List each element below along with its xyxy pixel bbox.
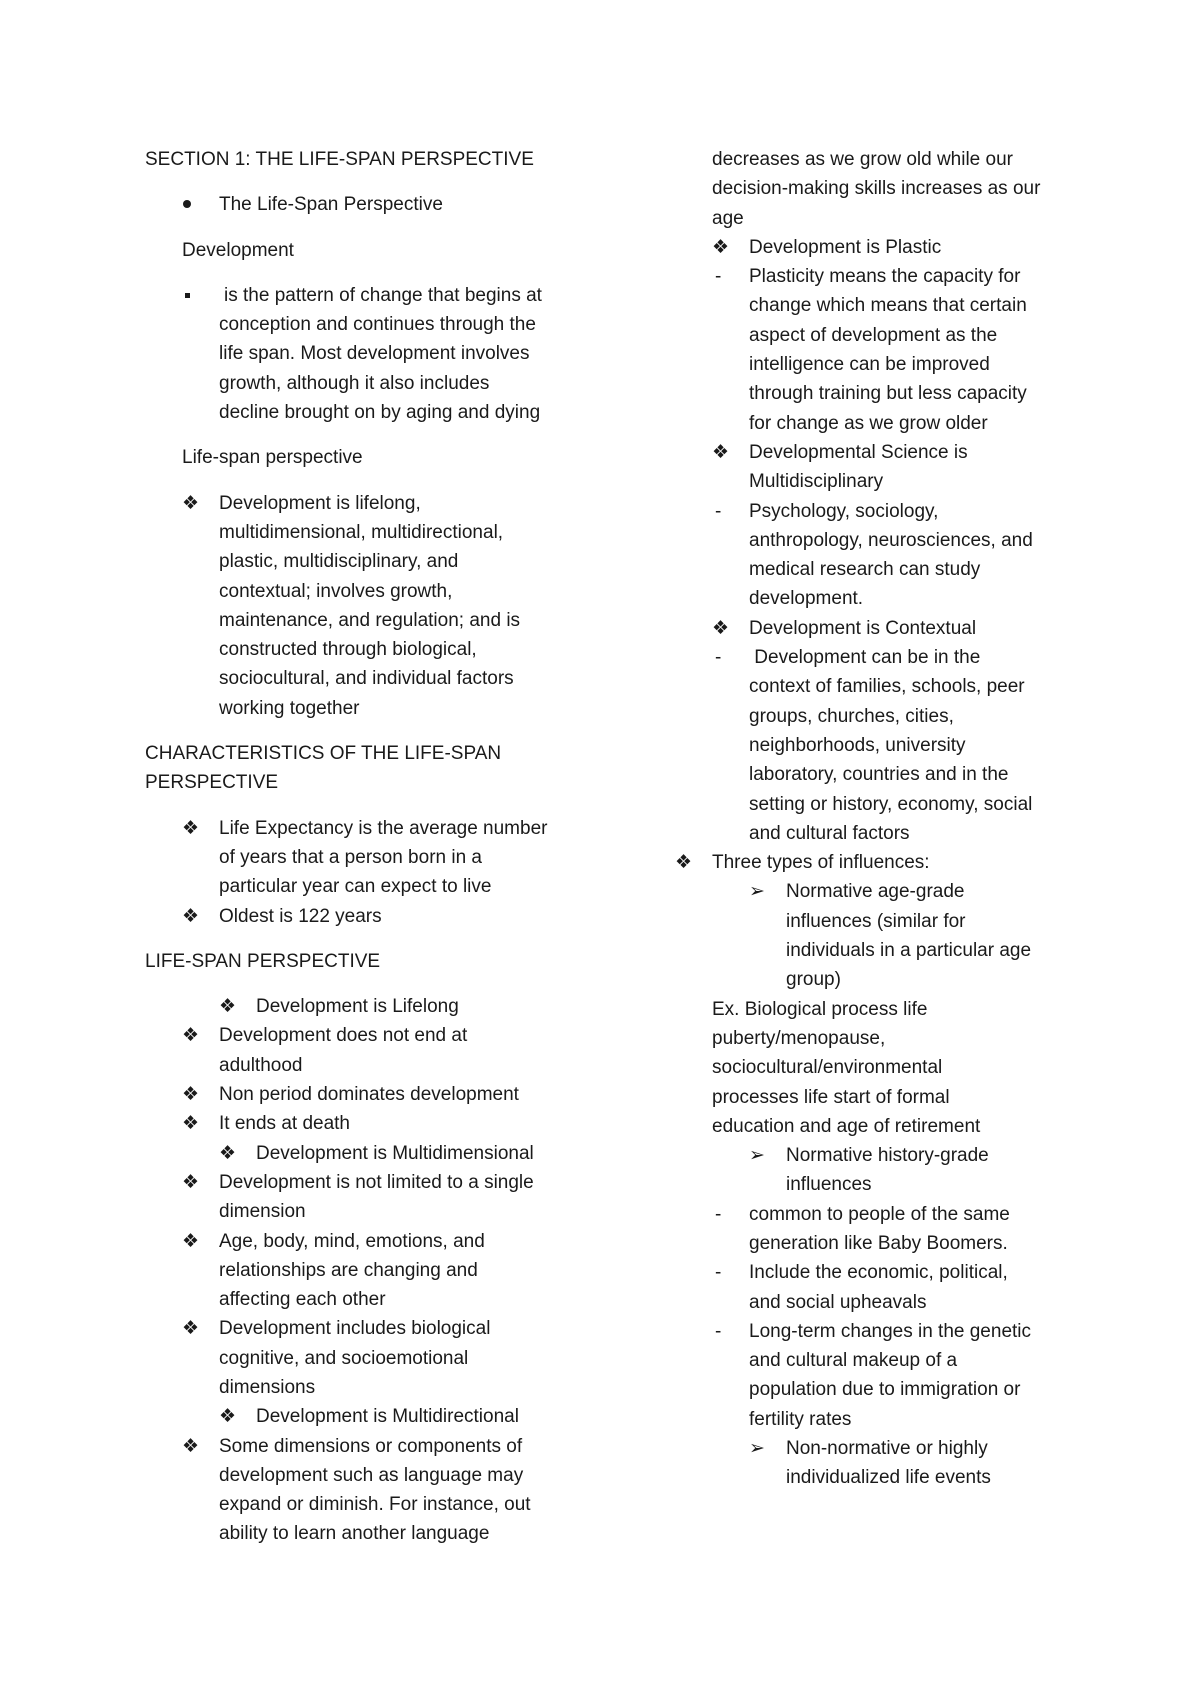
lifespan-heading: Life-span perspective <box>182 447 363 469</box>
multidirectional-item: ❖ Some dimensions or components of development such as language may expand or diminish. For instance, out ability to learn another language <box>145 1432 585 1549</box>
non-normative-item: ➢ Non-normative or highly individualized life events <box>675 1434 1070 1493</box>
normative-history-item: ➢ Normative history-grade influences <box>675 1141 1070 1200</box>
multidimensional-list: ❖ Development is not limited to a single dimension ❖ Age, body, mind, emotions, and relationships are changing and affecting each other ❖ Development includes biological cognitive, and socioemotional dimensions <box>145 1168 585 1402</box>
three-types-heading: ❖ Three types of influences: <box>675 848 1070 877</box>
lifelong-subheading: ❖ Development is Lifelong <box>145 992 585 1021</box>
multidirectional-subheading: ❖ Development is Multidirectional <box>145 1402 585 1431</box>
diamond-bullet-icon: ❖ <box>182 905 200 927</box>
diamond-bullet-icon: ❖ <box>219 996 237 1018</box>
life-expectancy-item: ❖ Life Expectancy is the average number of years that a person born in a particular year can expect to live <box>145 814 585 902</box>
plastic-heading: ❖ Development is Plastic <box>675 233 1070 262</box>
contextual-dash-item: - Development can be in the context of families, schools, peer groups, churches, cities, neighborhoods, university laboratory, countries and in the setting or history, economy, social and cultural factors <box>675 643 1070 848</box>
diamond-bullet-icon: ❖ <box>219 1406 237 1428</box>
characteristics-heading: CHARACTERISTICS OF THE LIFE-SPAN PERSPECTIVE <box>145 743 502 794</box>
lifespan-heading-2: LIFE-SPAN PERSPECTIVE <box>145 950 381 972</box>
diamond-bullet-icon: ❖ <box>712 441 730 463</box>
arrow-bullet-icon: ➢ <box>749 881 765 903</box>
diamond-bullet-icon: ❖ <box>182 1171 200 1193</box>
bullet-item: The Life-Span Perspective <box>145 190 585 219</box>
continuation-text: decreases as we grow old while our decision-making skills increases as our age <box>712 149 1041 229</box>
diamond-bullet-icon: ❖ <box>182 492 200 514</box>
diamond-bullet-icon: ❖ <box>712 617 730 639</box>
normative-age-item: ➢ Normative age-grade influences (similar for individuals in a particular age group) <box>675 877 1070 994</box>
diamond-bullet-icon: ❖ <box>182 1230 200 1252</box>
arrow-bullet-icon: ➢ <box>749 1438 765 1460</box>
diamond-bullet-icon: ❖ <box>182 1084 200 1106</box>
left-column <box>145 145 585 1549</box>
diamond-bullet-icon: ❖ <box>182 817 200 839</box>
example-text: Ex. Biological process life puberty/menopause, sociocultural/environmental processes life start of formal education and age of retirement <box>712 998 981 1137</box>
dash-marker: - <box>715 1203 722 1225</box>
dash-marker: - <box>715 500 722 522</box>
history-dash-list: - common to people of the same generation like Baby Boomers. - Include the economic, political, and social upheavals - Long-term changes in the genetic and cultural makeup of a population due to immigration or fertility rates <box>675 1200 1070 1434</box>
science-heading: ❖ Developmental Science is Multidisciplinary <box>675 438 1070 497</box>
square-bullet-icon <box>185 293 190 298</box>
arrow-bullet-icon: ➢ <box>749 1145 765 1167</box>
contextual-heading: ❖ Development is Contextual <box>675 614 1070 643</box>
development-heading: Development <box>182 239 294 261</box>
dash-marker: - <box>715 647 722 669</box>
diamond-bullet-icon: ❖ <box>182 1318 200 1340</box>
dash-marker: - <box>715 266 722 288</box>
lifespan-definition: ❖ Development is lifelong, multidimensional, multidirectional, plastic, multidisciplinary, and contextual; involves growth, maintenance, and regulation; and is constructed through biological, sociocultural, and individual factors working together <box>145 489 585 723</box>
diamond-bullet-icon: ❖ <box>675 852 693 874</box>
dash-marker: - <box>715 1262 722 1284</box>
multidimensional-subheading: ❖ Development is Multidimensional <box>145 1139 585 1168</box>
diamond-bullet-icon: ❖ <box>182 1435 200 1457</box>
diamond-bullet-icon: ❖ <box>712 236 730 258</box>
plastic-dash-item: - Plasticity means the capacity for change which means that certain aspect of development as the intelligence can be improved through training but less capacity for change as we grow older <box>675 262 1070 438</box>
diamond-bullet-icon: ❖ <box>219 1142 237 1164</box>
section-title: SECTION 1: THE LIFE-SPAN PERSPECTIVE <box>145 149 534 170</box>
right-column <box>675 145 1070 1493</box>
diamond-bullet-icon: ❖ <box>182 1025 200 1047</box>
dash-marker: - <box>715 1320 722 1342</box>
oldest-item: ❖ Oldest is 122 years <box>145 902 585 931</box>
lifelong-list: ❖ Development does not end at adulthood ❖ Non period dominates development ❖ It ends at death <box>145 1021 585 1138</box>
diamond-bullet-icon: ❖ <box>182 1113 200 1135</box>
bullet-dot-icon <box>183 200 191 208</box>
development-definition: is the pattern of change that begins at conception and continues through the life span. Most development involves growth, although it also includes decline brought on by aging and dying <box>145 281 585 427</box>
science-dash-item: - Psychology, sociology, anthropology, neurosciences, and medical research can study development. <box>675 497 1070 614</box>
